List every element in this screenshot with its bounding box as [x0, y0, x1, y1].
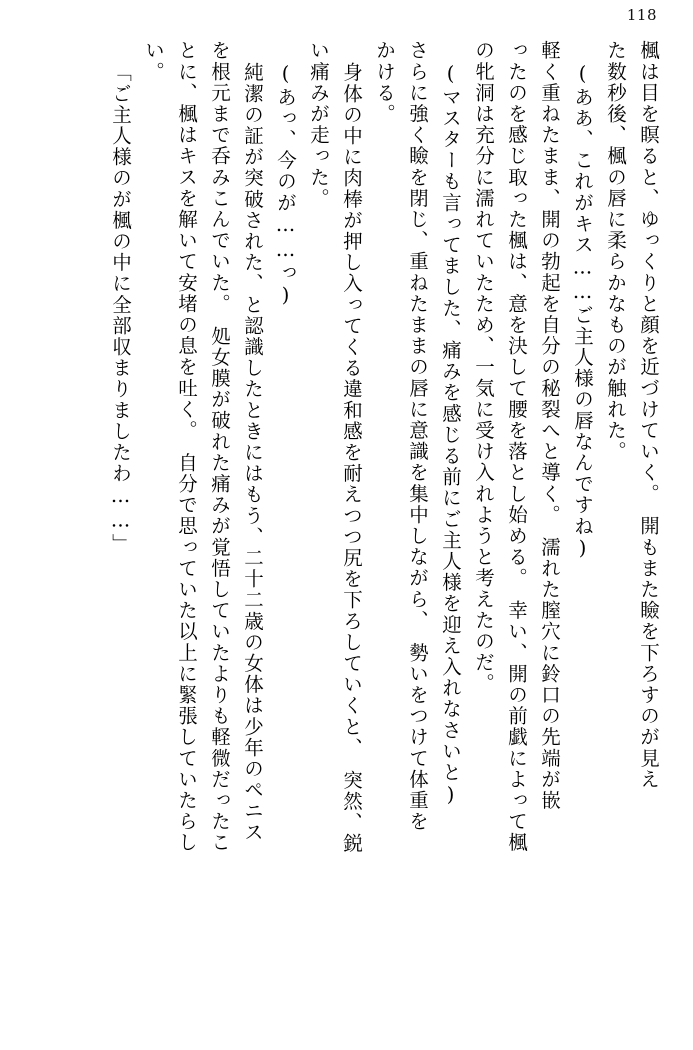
text-line: (あっ、今のが……っ) — [274, 62, 297, 309]
text-line: 「ご主人様のが楓の中に全部収まりましたわ……」 — [109, 62, 132, 555]
text-line: 純潔の証が突破された、と認識したときにはもう、二十二歳の女体は少年のペニス — [241, 62, 264, 843]
text-line: の牝洞は充分に濡れていたため、一気に受け入れようと考えたのだ。 — [472, 40, 495, 695]
vertical-text-body — [28, 40, 665, 1022]
text-line: かける。 — [373, 40, 396, 125]
text-line: い痛みが走った。 — [307, 40, 330, 209]
text-line: さらに強く瞼を閉じ、重ねたままの唇に意識を集中しながら、 勢いをつけて体重を — [406, 40, 429, 833]
text-line: た数秒後、楓の唇に柔らかなものが触れた。 — [604, 40, 627, 462]
text-line: (マスターも言ってました、痛みを感じる前にご主人様を迎え入れなさいと) — [439, 62, 462, 808]
text-line: 楓は目を瞑ると、ゆっくりと顔を近づけていく。 開もまた瞼を下ろすのが見え — [637, 40, 660, 790]
text-line: ったのを感じ取った楓は、意を決して腰を落とし始める。 幸い、開の前戯によって楓 — [505, 40, 528, 854]
text-line: (ああ、これがキス……ご主人様の唇なんですね) — [571, 62, 594, 562]
text-line: とに、楓はキスを解いて安堵の息を吐く。 自分で思っていた以上に緊張していたらし — [175, 40, 198, 854]
text-line: い。 — [142, 40, 165, 83]
text-line: を根元まで呑みこんでいた。 処女膜が破れた痛みが覚悟していたよりも軽微だったこ — [208, 40, 231, 854]
text-line: 軽く重ねたまま、開の勃起を自分の秘裂へと導く。 濡れた膣穴に鈴口の先端が嵌 — [538, 40, 561, 811]
text-line: 身体の中に肉棒が押し入ってくる違和感を耐えつつ尻を下ろしていくと、 突然、鋭 — [340, 62, 363, 855]
page-number: 118 — [626, 6, 657, 24]
